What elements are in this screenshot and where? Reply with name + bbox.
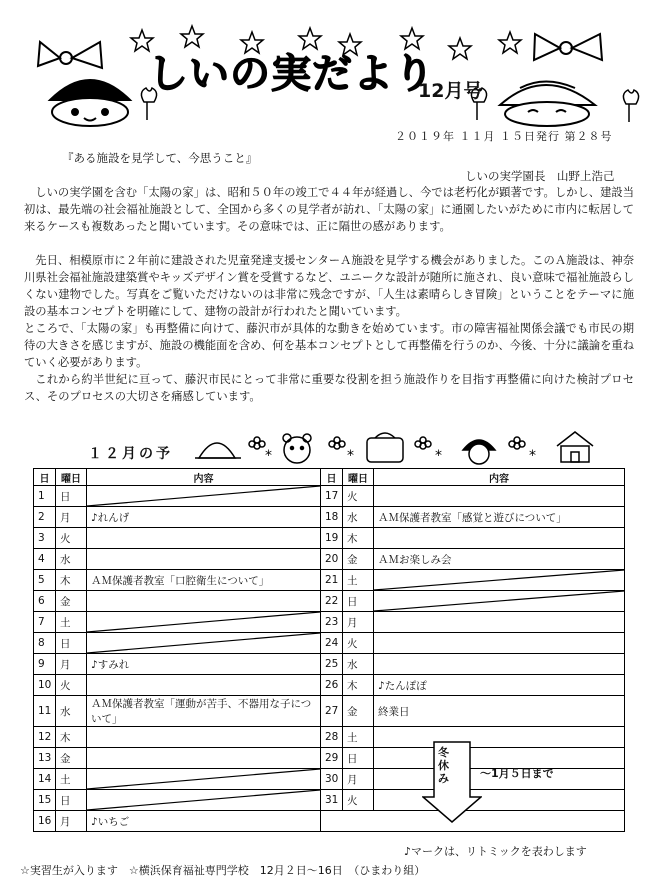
content-cell	[87, 654, 321, 675]
table-row	[34, 696, 625, 727]
table-row	[34, 570, 625, 591]
content-cell	[87, 486, 321, 507]
content-cell	[87, 769, 321, 790]
day-cell: 11	[34, 696, 56, 727]
article-paragraph: しいの実学園を含む「太陽の家」は、昭和５０年の竣工で４４年が経過し、今では老朽化が顕著です。しかし、建設当初は、最先端の社会福祉施設として、全国から多くの見学者が訪れ、「太陽の家」に通園したいがために市内に転居して来るケースも複数あったと聞いています。その意味では、正に隔世の感があります。	[24, 186, 634, 233]
content-cell	[374, 591, 625, 612]
winter-break-until: ～1月５日まで	[480, 767, 554, 780]
content-text: ＡＭ保護者教室「口腔衛生について」	[91, 574, 270, 587]
ribbon-icon	[38, 42, 102, 68]
table-row	[34, 507, 625, 528]
day-cell: 29	[321, 748, 343, 769]
day-cell: 13	[34, 748, 56, 769]
article-heading: 『ある施設を見学して、今思うこと』	[62, 151, 258, 165]
content-cell	[374, 696, 625, 727]
day-cell: 27	[321, 696, 343, 727]
day-cell: 30	[321, 769, 343, 790]
col-dow-header: 曜日	[343, 469, 374, 486]
content-cell	[87, 591, 321, 612]
day-cell: 1	[34, 486, 56, 507]
flower-icon	[509, 437, 525, 449]
content-cell	[87, 696, 321, 727]
weekday-cell: 土	[56, 769, 87, 790]
child-face-icon	[50, 80, 130, 126]
schedule-decoration	[195, 428, 605, 468]
day-cell: 23	[321, 612, 343, 633]
day-cell: 10	[34, 675, 56, 696]
table-row	[34, 633, 625, 654]
content-cell	[374, 727, 625, 748]
weekday-cell: 月	[343, 612, 374, 633]
table-header-row	[34, 469, 625, 486]
content-text: ♪すみれ	[91, 658, 130, 671]
content-text: ♪いちご	[91, 815, 130, 828]
day-cell: 4	[34, 549, 56, 570]
content-cell	[87, 748, 321, 769]
day-cell: 14	[34, 769, 56, 790]
weekday-cell: 日	[343, 591, 374, 612]
bag-icon	[367, 433, 403, 462]
day-cell: 24	[321, 633, 343, 654]
content-cell	[87, 790, 321, 811]
day-cell: 5	[34, 570, 56, 591]
weekday-cell: 火	[343, 790, 374, 811]
col-dow-header: 曜日	[56, 469, 87, 486]
day-cell: 25	[321, 654, 343, 675]
table-row	[34, 486, 625, 507]
weekday-cell: 水	[56, 696, 87, 727]
child-face-icon	[463, 440, 495, 464]
content-cell	[374, 486, 625, 507]
content-cell	[374, 633, 625, 654]
content-cell	[87, 507, 321, 528]
svg-text:*: *	[529, 448, 536, 464]
content-text: ♪たんぽぽ	[378, 679, 427, 692]
day-cell: 16	[34, 811, 56, 832]
table-row	[34, 654, 625, 675]
day-cell: 22	[321, 591, 343, 612]
issue-month: 12月号	[418, 80, 483, 102]
content-text: ♪れんげ	[91, 511, 130, 524]
content-cell	[374, 612, 625, 633]
weekday-cell: 木	[56, 727, 87, 748]
day-cell: 21	[321, 570, 343, 591]
weekday-cell: 土	[343, 570, 374, 591]
day-cell: 12	[34, 727, 56, 748]
day-cell: 28	[321, 727, 343, 748]
article-paragraph: ところで、「太陽の家」も再整備に向けて、藤沢市が具体的な動きを始めています。市の障害福祉関係会議でも市民の期待の大きさを感じますが、施設の機能面を含め、何を基本コンセプトとして再整備を行うのか、今後、十分に議論を重ねていく必要があります。	[24, 322, 634, 369]
weekday-cell: 金	[56, 591, 87, 612]
day-cell: 20	[321, 549, 343, 570]
content-cell	[374, 654, 625, 675]
day-cell: 8	[34, 633, 56, 654]
content-cell	[374, 675, 625, 696]
article-paragraph: 先日、相模原市に２年前に建設された児童発達支援センターＡ施設を見学する機会がありました。このＡ施設は、神奈川県社会福祉施設建築賞やキッズデザイン賞を受賞するなど、ユニークな設計が随所に施され、良い意味で福祉施設らしくない建物でした。写真をご覧いただけないのは非常に残念ですが、「人生は素晴らしき冒険」ということをテーマに施設の基本コンセプトを明確にして、建物の設計が行われたと聞いています。	[24, 254, 634, 318]
content-cell	[87, 528, 321, 549]
weekday-cell: 金	[56, 748, 87, 769]
weekday-cell: 金	[343, 549, 374, 570]
star-icon	[449, 38, 471, 59]
day-cell: 31	[321, 790, 343, 811]
weekday-cell: 水	[343, 507, 374, 528]
weekday-cell: 火	[343, 486, 374, 507]
weekday-cell: 水	[343, 654, 374, 675]
content-cell	[87, 811, 321, 832]
weekday-cell: 金	[343, 696, 374, 727]
content-cell	[87, 612, 321, 633]
content-cell	[374, 790, 625, 811]
content-text: 終業日	[378, 705, 410, 718]
day-cell: 9	[34, 654, 56, 675]
weekday-cell: 月	[56, 507, 87, 528]
trainee-note: ☆実習生が入ります ☆横浜保育福祉専門学校 12月２日～16日 （ひまわり組）	[20, 864, 426, 877]
col-content-header: 内容	[87, 469, 321, 486]
day-cell: 19	[321, 528, 343, 549]
star-icon	[499, 32, 521, 53]
weekday-cell: 木	[343, 675, 374, 696]
weekday-cell: 日	[56, 486, 87, 507]
day-cell: 17	[321, 486, 343, 507]
weekday-cell: 月	[343, 769, 374, 790]
weekday-cell: 木	[56, 570, 87, 591]
content-cell	[374, 570, 625, 591]
col-day-header: 日	[321, 469, 343, 486]
weekday-cell: 木	[343, 528, 374, 549]
weekday-cell: 日	[56, 633, 87, 654]
child-face-icon	[500, 82, 595, 127]
weekday-cell: 火	[343, 633, 374, 654]
day-cell: 26	[321, 675, 343, 696]
content-cell	[87, 633, 321, 654]
table-row	[34, 675, 625, 696]
content-cell	[87, 727, 321, 748]
hat-icon	[195, 443, 241, 458]
svg-text:*: *	[435, 448, 442, 464]
day-cell: 15	[34, 790, 56, 811]
day-cell: 7	[34, 612, 56, 633]
table-row	[34, 528, 625, 549]
day-cell: 18	[321, 507, 343, 528]
article-paragraph: これから約半世紀に亘って、藤沢市民にとって非常に重要な役割を担う施設作りを目指す再整備に向けた検討プロセス、そのプロセスの大切さを痛感しています。	[24, 373, 634, 403]
col-content-header: 内容	[374, 469, 625, 486]
content-cell	[87, 675, 321, 696]
article-author: しいの実学園長 山野上浩己	[465, 169, 615, 183]
flower-icon	[329, 437, 345, 449]
table-row	[34, 727, 625, 748]
weekday-cell: 土	[56, 612, 87, 633]
newsletter-title: しいの実だより	[148, 51, 435, 97]
weekday-cell: 日	[56, 790, 87, 811]
content-cell	[374, 528, 625, 549]
weekday-cell: 火	[56, 675, 87, 696]
svg-text:*: *	[347, 448, 354, 464]
issue-line: ２０１９年 １１月 １５日発行 第２８号	[395, 130, 613, 143]
winter-break-arrow	[422, 741, 482, 823]
day-cell: 3	[34, 528, 56, 549]
weekday-cell: 土	[343, 727, 374, 748]
table-row	[34, 591, 625, 612]
weekday-cell: 日	[343, 748, 374, 769]
table-row	[34, 549, 625, 570]
schedule-title: １２月の予	[88, 446, 173, 462]
content-text: ＡＭお楽しみ会	[378, 553, 452, 566]
ribbon-icon	[534, 34, 602, 60]
flower-icon	[249, 437, 265, 449]
content-cell	[374, 507, 625, 528]
content-cell	[374, 549, 625, 570]
content-cell	[87, 570, 321, 591]
day-cell: 6	[34, 591, 56, 612]
table-row	[34, 811, 625, 832]
flower-icon	[415, 437, 431, 449]
content-cell	[87, 549, 321, 570]
table-row	[34, 612, 625, 633]
school-icon	[557, 432, 593, 462]
weekday-cell: 水	[56, 549, 87, 570]
col-day-header: 日	[34, 469, 56, 486]
rhythmic-footnote: ♪マークは、リトミックを表わします	[404, 845, 587, 858]
weekday-cell: 火	[56, 528, 87, 549]
winter-break-label: 冬休み	[438, 746, 449, 785]
bear-icon	[283, 434, 311, 463]
table-row	[34, 790, 625, 811]
content-text: ＡＭ保護者教室「運動が苦手、不器用な子について」	[91, 698, 312, 725]
weekday-cell: 月	[56, 811, 87, 832]
content-text: ＡＭ保護者教室「感覚と遊びについて」	[378, 511, 567, 524]
day-cell: 2	[34, 507, 56, 528]
weekday-cell: 月	[56, 654, 87, 675]
svg-text:*: *	[265, 448, 272, 464]
